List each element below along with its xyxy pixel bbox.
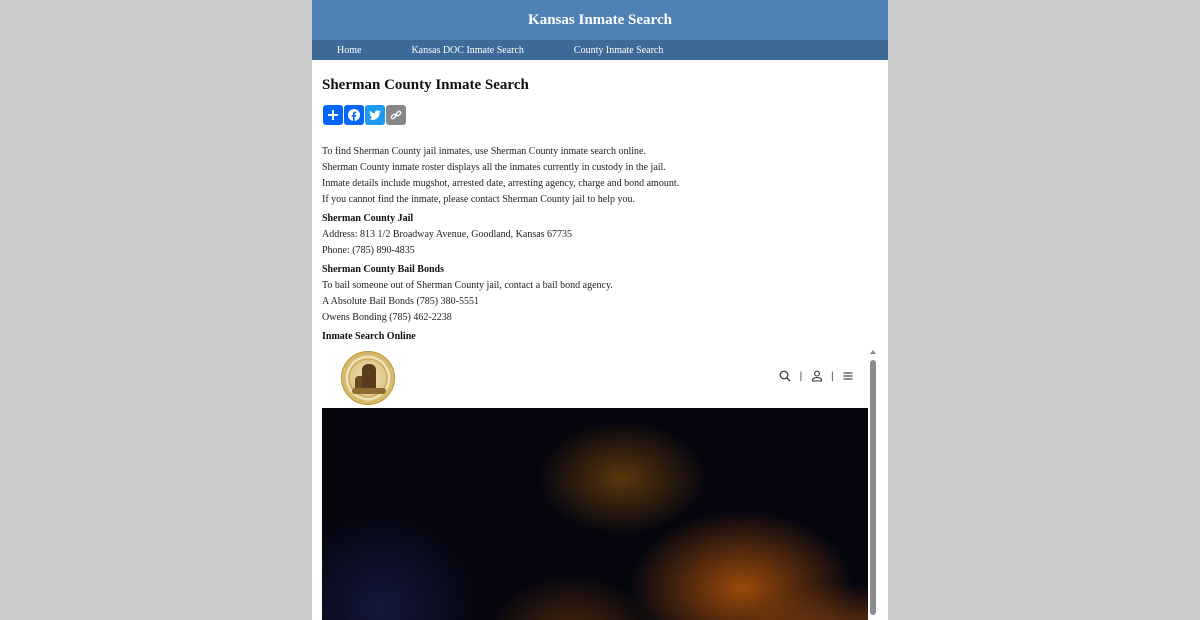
main-content <box>312 77 888 345</box>
intro-line: Inmate details include mugshot, arrested date, arresting agency, charge and bond amount. <box>322 178 680 189</box>
twitter-share-button[interactable] <box>365 105 385 125</box>
site-header <box>312 0 888 40</box>
share-button[interactable] <box>323 105 343 125</box>
user-icon[interactable] <box>811 370 823 382</box>
search-icon[interactable] <box>779 370 791 382</box>
jail-heading: Sherman County Jail <box>322 213 414 224</box>
intro-text <box>322 144 878 208</box>
bail-bonds-heading: Sherman County Bail Bonds <box>322 264 444 275</box>
frame-scrollbar[interactable] <box>868 348 878 620</box>
embedded-site <box>322 348 868 620</box>
twitter-icon <box>368 108 382 122</box>
embedded-site-header <box>322 348 868 408</box>
bail-bonds-intro: To bail someone out of Sherman County jail, contact a bail bond agency. <box>322 280 613 291</box>
separator: | <box>830 370 834 382</box>
scroll-up-arrow-icon[interactable] <box>870 350 876 354</box>
intro-line: Sherman County inmate roster displays all the inmates currently in custody in the jail. <box>322 162 666 173</box>
nav-county-inmate-search[interactable]: County Inmate Search <box>573 44 664 56</box>
copy-link-button[interactable] <box>386 105 406 125</box>
copy-link-icon <box>389 108 403 122</box>
jail-phone: Phone: (785) 890-4835 <box>322 245 415 256</box>
scrollbar-thumb[interactable] <box>870 360 876 615</box>
intro-line: To find Sherman County jail inmates, use Sherman County inmate search online. <box>322 146 646 157</box>
facebook-icon <box>347 108 361 122</box>
share-buttons <box>323 105 878 125</box>
main-nav <box>312 40 888 60</box>
intro-line: If you cannot find the inmate, please contact Sherman County jail to help you. <box>322 194 635 205</box>
site-title: Kansas Inmate Search <box>528 11 672 28</box>
embedded-site-toolbar <box>779 370 854 382</box>
share-plus-icon <box>326 108 340 122</box>
nav-home[interactable]: Home <box>337 44 362 56</box>
facebook-share-button[interactable] <box>344 105 364 125</box>
page-container <box>312 0 888 620</box>
bail-agency: Owens Bonding (785) 462-2238 <box>322 312 452 323</box>
page-title: Sherman County Inmate Search <box>322 77 529 93</box>
embedded-inmate-search-frame[interactable] <box>322 348 878 620</box>
county-seal-logo[interactable] <box>341 351 395 405</box>
hero-image <box>322 408 868 620</box>
seal-ground <box>352 388 386 394</box>
bail-agency: A Absolute Bail Bonds (785) 380-5551 <box>322 296 479 307</box>
jail-address: Address: 813 1/2 Broadway Avenue, Goodland, Kansas 67735 <box>322 229 573 240</box>
separator: | <box>799 370 803 382</box>
nav-kansas-doc-inmate-search[interactable]: Kansas DOC Inmate Search <box>411 44 524 56</box>
menu-icon[interactable] <box>842 370 854 382</box>
inmate-search-online-heading: Inmate Search Online <box>322 331 416 342</box>
